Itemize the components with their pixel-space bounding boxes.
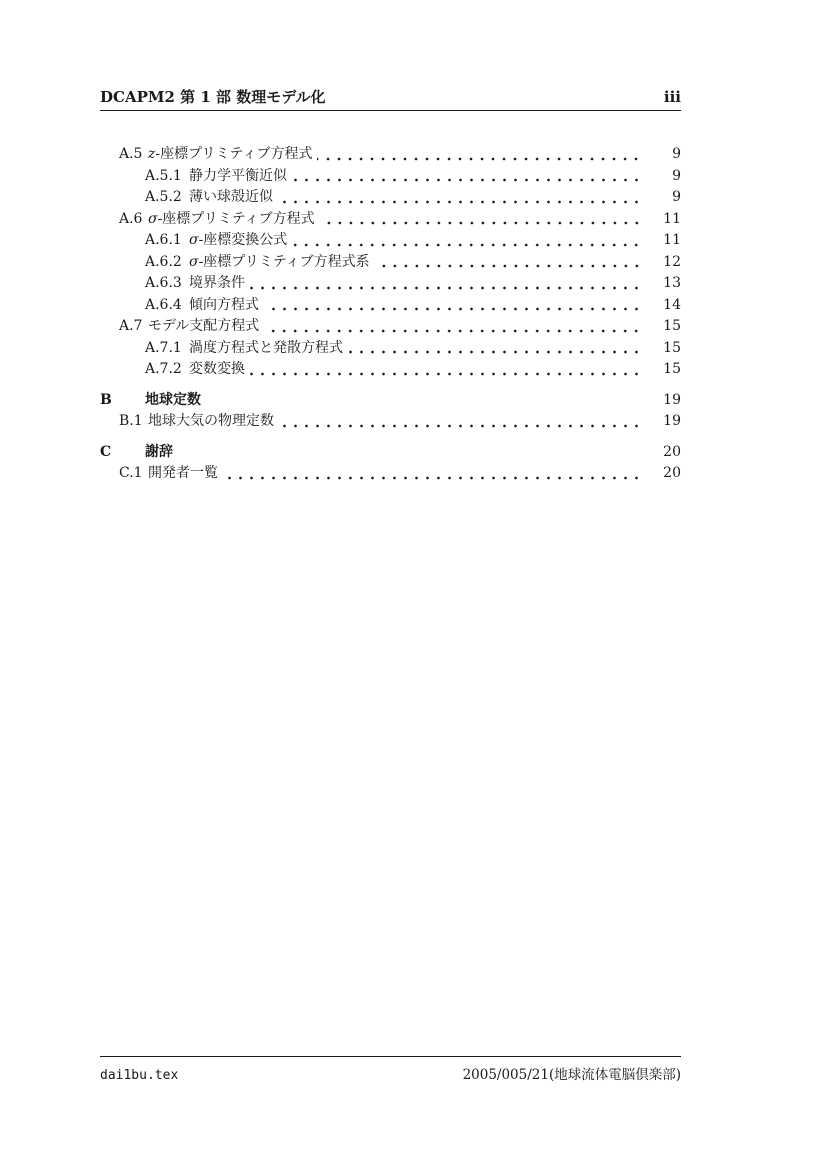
toc-entry-page: 19	[663, 413, 681, 429]
toc-entry-page: 19	[663, 391, 681, 408]
toc-entry-number: A.6.1	[145, 232, 182, 248]
math-symbol: σ	[189, 253, 199, 270]
toc-entry[interactable]	[100, 144, 681, 166]
toc-entry-page: 9	[672, 146, 681, 162]
toc-entry-title: 地球大気の物理定数	[148, 413, 274, 429]
toc-entry[interactable]	[100, 230, 681, 252]
toc-entry[interactable]	[100, 273, 681, 295]
dot-leader	[264, 316, 642, 338]
toc-entry-number: A.5.1	[145, 167, 182, 184]
toc-entry-number: A.6.2	[145, 253, 182, 270]
toc-entry-number: C	[100, 443, 112, 460]
toc-entry-page: 20	[663, 465, 681, 481]
header-title: DCAPM2 第 1 部 数理モデル化	[100, 88, 326, 106]
toc-entry-title: σ-座標プリミティブ方程式	[148, 210, 315, 227]
toc-entry-number: A.7.1	[145, 339, 182, 356]
toc-entry[interactable]	[100, 252, 681, 274]
toc-entry-title: σ-座標変換公式	[189, 232, 288, 248]
toc-entry-page: 20	[663, 443, 681, 460]
toc-entry-title: 境界条件	[189, 275, 245, 291]
toc-entry[interactable]	[100, 316, 681, 338]
toc-entry-title: 渦度方程式と発散方程式	[189, 339, 343, 356]
toc-entry-number: B	[100, 391, 112, 408]
toc-entry[interactable]	[100, 295, 681, 317]
toc-entry-page: 12	[663, 253, 681, 270]
toc-entry-page: 13	[663, 275, 681, 291]
toc-entry-page: 11	[663, 210, 681, 227]
dot-leader	[348, 338, 642, 360]
toc-entry-title: 薄い球殻近似	[189, 189, 273, 205]
footer-date-credit: 2005/005/21(地球流体電脳倶楽部)	[462, 1067, 681, 1083]
running-header	[100, 89, 681, 111]
dot-leader	[320, 209, 642, 231]
toc-entry[interactable]	[100, 338, 681, 360]
footer-filename: dai1bu.tex	[100, 1068, 179, 1083]
dot-leader	[223, 463, 642, 485]
toc-entry-number: A.6.4	[145, 296, 182, 313]
toc-entry-number: A.5	[119, 146, 143, 162]
toc-entry-title: σ-座標プリミティブ方程式系	[189, 253, 370, 270]
toc-entry-number: A.6	[119, 210, 143, 227]
toc-entry-title: 変数変換	[189, 361, 245, 377]
dot-leader	[264, 295, 642, 317]
dot-leader	[317, 144, 642, 166]
toc-entry-title: z-座標プリミティブ方程式	[148, 146, 313, 162]
dot-leader	[250, 359, 642, 381]
toc-entry-page: 9	[672, 189, 681, 205]
toc-entry-page: 9	[672, 167, 681, 184]
toc-entry[interactable]	[100, 209, 681, 231]
spacer	[178, 442, 642, 464]
dot-leader	[250, 273, 642, 295]
toc-entry-title: 静力学平衡近似	[189, 167, 287, 184]
toc-entry[interactable]	[100, 390, 681, 412]
table-of-contents	[100, 144, 681, 485]
spacer	[206, 390, 642, 412]
toc-entry-number: C.1	[119, 465, 143, 481]
math-symbol: σ	[189, 232, 199, 248]
toc-entry-number: B.1	[119, 413, 143, 429]
toc-entry[interactable]	[100, 442, 681, 464]
dot-leader	[292, 230, 642, 252]
toc-entry[interactable]	[100, 166, 681, 188]
toc-entry[interactable]	[100, 463, 681, 485]
toc-entry-title: 開発者一覧	[148, 465, 218, 481]
toc-entry-page: 14	[663, 296, 681, 313]
toc-entry-page: 15	[663, 339, 681, 356]
toc-entry-page: 11	[663, 232, 681, 248]
toc-entry-page: 15	[663, 318, 681, 334]
toc-entry-number: A.7	[119, 318, 143, 334]
dot-leader	[375, 252, 642, 274]
running-footer	[100, 1056, 681, 1083]
dot-leader	[278, 187, 642, 209]
toc-entry-number: A.7.2	[145, 361, 182, 377]
toc-entry-title: モデル支配方程式	[148, 318, 260, 334]
toc-entry[interactable]	[100, 411, 681, 433]
header-page-number: iii	[663, 88, 681, 106]
math-symbol: z	[148, 146, 156, 162]
toc-entry-title: 地球定数	[145, 391, 201, 408]
toc-entry[interactable]	[100, 359, 681, 381]
toc-entry-number: A.6.3	[145, 275, 182, 291]
toc-entry[interactable]	[100, 187, 681, 209]
dot-leader	[292, 166, 642, 188]
toc-entry-page: 15	[663, 361, 681, 377]
toc-entry-number: A.5.2	[145, 189, 182, 205]
toc-entry-title: 傾向方程式	[189, 296, 259, 313]
toc-entry-title: 謝辞	[145, 443, 173, 460]
dot-leader	[279, 411, 642, 433]
math-symbol: σ	[148, 210, 158, 227]
